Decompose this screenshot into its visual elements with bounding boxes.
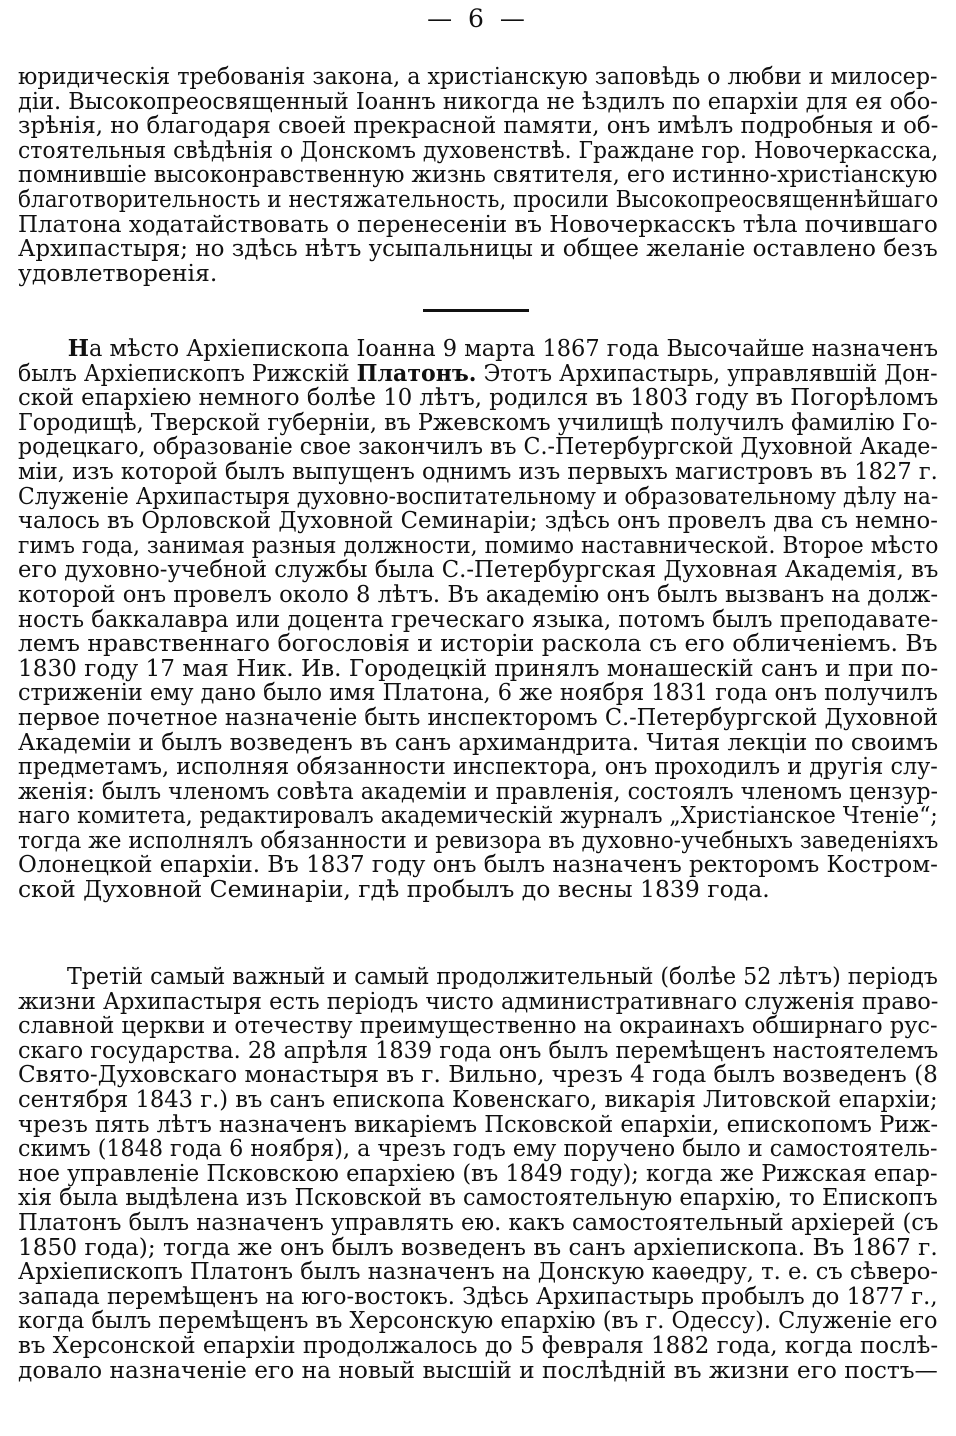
paragraph-1-line: стоятельныя свѣдѣнія о Донскомъ духовенствѣ. Граждане гор. Новочеркасска, xyxy=(18,135,939,164)
paragraph-2-line: Городищѣ, Тверской губерніи, въ Ржевскомъ училищѣ получилъ фамилію Го- xyxy=(18,407,938,436)
paragraph-1-line: зрѣнія, но благодаря своей прекрасной памяти, онъ имѣлъ подробныя и об- xyxy=(18,111,939,140)
paragraph-1 xyxy=(18,64,938,285)
drop-capital: Н xyxy=(67,334,89,362)
paragraph-2-line: міи, изъ которой былъ выпущенъ однимъ изъ первыхъ магистровъ въ 1827 г. xyxy=(18,456,938,485)
paragraph-3-line: въ Херсонской епархіи продолжалось до 5 февраля 1882 года, когда послѣ- xyxy=(18,1330,939,1359)
paragraph-2-line: ской епархіею немного болѣе 10 лѣтъ, родился въ 1803 году въ Погорѣломъ xyxy=(18,383,939,412)
paragraph-3-line: жизни Архипастыря есть періодъ чисто административнаго служенія право- xyxy=(18,986,939,1015)
bold-name-platon: Платонъ. xyxy=(356,358,477,387)
paragraph-2-line: предметамъ, исполняя обязанности инспектора, онъ проходилъ и другія слу- xyxy=(18,752,938,781)
paragraph-3-line: ное управленіе Псковскою епархіею (въ 1849 году); когда же Рижская епар- xyxy=(18,1158,938,1187)
paragraph-3-line: сентября 1843 г.) въ санъ епископа Ковенскаго, викарія Литовской епархіи; xyxy=(18,1084,938,1113)
paragraph-2-line: гимъ года, занимая разныя должности, помимо наставнической. Второе мѣсто xyxy=(18,530,939,559)
paragraph-3-line: довало назначеніе его на новый высшій и послѣдній въ жизни его постъ— xyxy=(18,1355,938,1384)
paragraph-2-line: былъ Архіепископъ Рижскій Платонъ. Этотъ Архипастырь, управлявшій Дон- xyxy=(18,358,938,387)
paragraph-3-line: запада перемѣщенъ на юго-востокъ. Здѣсь Архипастырь пробылъ до 1877 г., xyxy=(18,1281,938,1310)
paragraph-2-line: которой онъ провелъ около 8 лѣтъ. Въ академію онъ былъ вызванъ на долж- xyxy=(18,579,939,608)
paragraph-3-line: славной церкви и отечеству преимущественно на окраинахъ обширнаго рус- xyxy=(18,1011,938,1040)
paragraph-3-line: скимъ (1848 года 6 ноября), а чрезъ годъ ему поручено было и самостоятель- xyxy=(18,1134,938,1163)
paragraph-2-line: наго комитета, редактировалъ академическій журналъ „Христіанское Чтеніе“; xyxy=(18,801,938,830)
page-number: — 6 — xyxy=(427,4,529,33)
paragraph-3 xyxy=(18,964,938,1382)
paragraph-3-line: Свято-Духовскаго монастыря въ г. Вильно, чрезъ 4 года былъ возведенъ (8 xyxy=(18,1060,938,1089)
section-divider xyxy=(423,309,529,312)
paragraph-2-line: стриженіи ему дано было имя Платона, 6 же ноября 1831 года онъ получилъ xyxy=(18,678,938,707)
paragraph-3-line: Архіепископъ Платонъ былъ назначенъ на Донскую каѳедру, т. е. съ сѣверо- xyxy=(18,1257,938,1286)
paragraph-3-line: чрезъ пять лѣтъ назначенъ викаріемъ Псковской епархіи, епископомъ Риж- xyxy=(18,1109,939,1138)
paragraph-2-line: женія: былъ членомъ совѣта академіи и правленія, состоялъ членомъ цензур- xyxy=(18,776,939,805)
paragraph-3-line: Третій самый важный и самый продолжительный (болѣе 52 лѣтъ) періодъ xyxy=(66,962,938,990)
paragraph-1-line: Архипастыря; но здѣсь нѣтъ усыпальницы и общее желаніе оставлено безъ xyxy=(18,234,938,263)
paragraph-2 xyxy=(18,336,938,902)
paragraph-3-line: скаго государства. 28 апрѣля 1839 года онъ былъ перемѣщенъ настоятелемъ xyxy=(18,1035,939,1064)
paragraph-2-line: Академіи и былъ возведенъ въ санъ архимандрита. Читая лекціи по своимъ xyxy=(18,727,939,756)
paragraph-1-line: Платона ходатайствовать о перенесеніи въ Новочеркасскъ тѣла почившаго xyxy=(18,209,938,238)
paragraph-3-line: когда былъ перемѣщенъ въ Херсонскую епархію (въ г. Одессу). Служеніе его xyxy=(18,1306,938,1335)
paragraph-2-line: его духовно-учебной службы была С.-Петербургская Духовная Академія, въ xyxy=(18,555,939,584)
paragraph-2-line: чалось въ Орловской Духовной Семинаріи; здѣсь онъ провелъ два съ немно- xyxy=(18,506,938,535)
paragraph-1-line: юридическія требованія закона, а христіанскую заповѣдь о любви и милосер- xyxy=(18,62,938,90)
paragraph-2-line: лемъ нравственнаго богословія и исторіи раскола съ его обличеніемъ. Въ xyxy=(18,629,938,658)
paragraph-2-line: ность баккалавра или доцента греческаго языка, потомъ былъ преподавате- xyxy=(18,604,939,633)
paragraph-2-line: родецкаго, образованіе свое закончилъ въ С.-Петербургской Духовной Акаде- xyxy=(18,432,938,461)
paragraph-2-line: 1830 году 17 мая Ник. Ив. Городецкій принялъ монашескій санъ и при по- xyxy=(18,653,939,682)
paragraph-2-line: На мѣсто Архіепископа Іоанна 9 марта 1867 года Высочайше назначенъ xyxy=(67,334,939,362)
paragraph-3-line: 1850 года); тогда же онъ былъ возведенъ въ санъ архіепископа. Въ 1867 г. xyxy=(18,1232,938,1261)
paragraph-1-line: удовлетворенія. xyxy=(18,258,218,287)
paragraph-2-line: Служеніе Архипастыря духовно-воспитательному и образовательному дѣлу на- xyxy=(18,481,939,510)
paragraph-2-line: ской Духовной Семинаріи, гдѣ пробылъ до весны 1839 года. xyxy=(18,875,770,904)
paragraph-1-line: помнившіе высоконравственную жизнь святителя, его истинно-христіанскую xyxy=(18,160,938,189)
paragraph-1-line: діи. Высокопреосвященный Іоаннъ никогда не ѣздилъ по епархіи для ея обо- xyxy=(18,86,938,115)
paragraph-2-line: Олонецкой епархіи. Въ 1837 году онъ былъ назначенъ ректоромъ Костром- xyxy=(18,850,938,879)
paragraph-2-line: первое почетное назначеніе быть инспекторомъ С.-Петербургской Духовной xyxy=(18,702,939,731)
paragraph-3-line: хія была выдѣлена изъ Псковской въ самостоятельную епархію, то Епископъ xyxy=(18,1183,938,1212)
paragraph-1-line: благотворительность и нестяжательность, просили Высокопреосвященнѣйшаго xyxy=(18,184,939,213)
paragraph-2-line: тогда же исполнялъ обязанности и ревизора въ духовно-учебныхъ заведеніяхъ xyxy=(18,825,939,854)
paragraph-3-line: Платонъ былъ назначенъ управлять ею. какъ самостоятельный архіерей (съ xyxy=(18,1207,939,1236)
